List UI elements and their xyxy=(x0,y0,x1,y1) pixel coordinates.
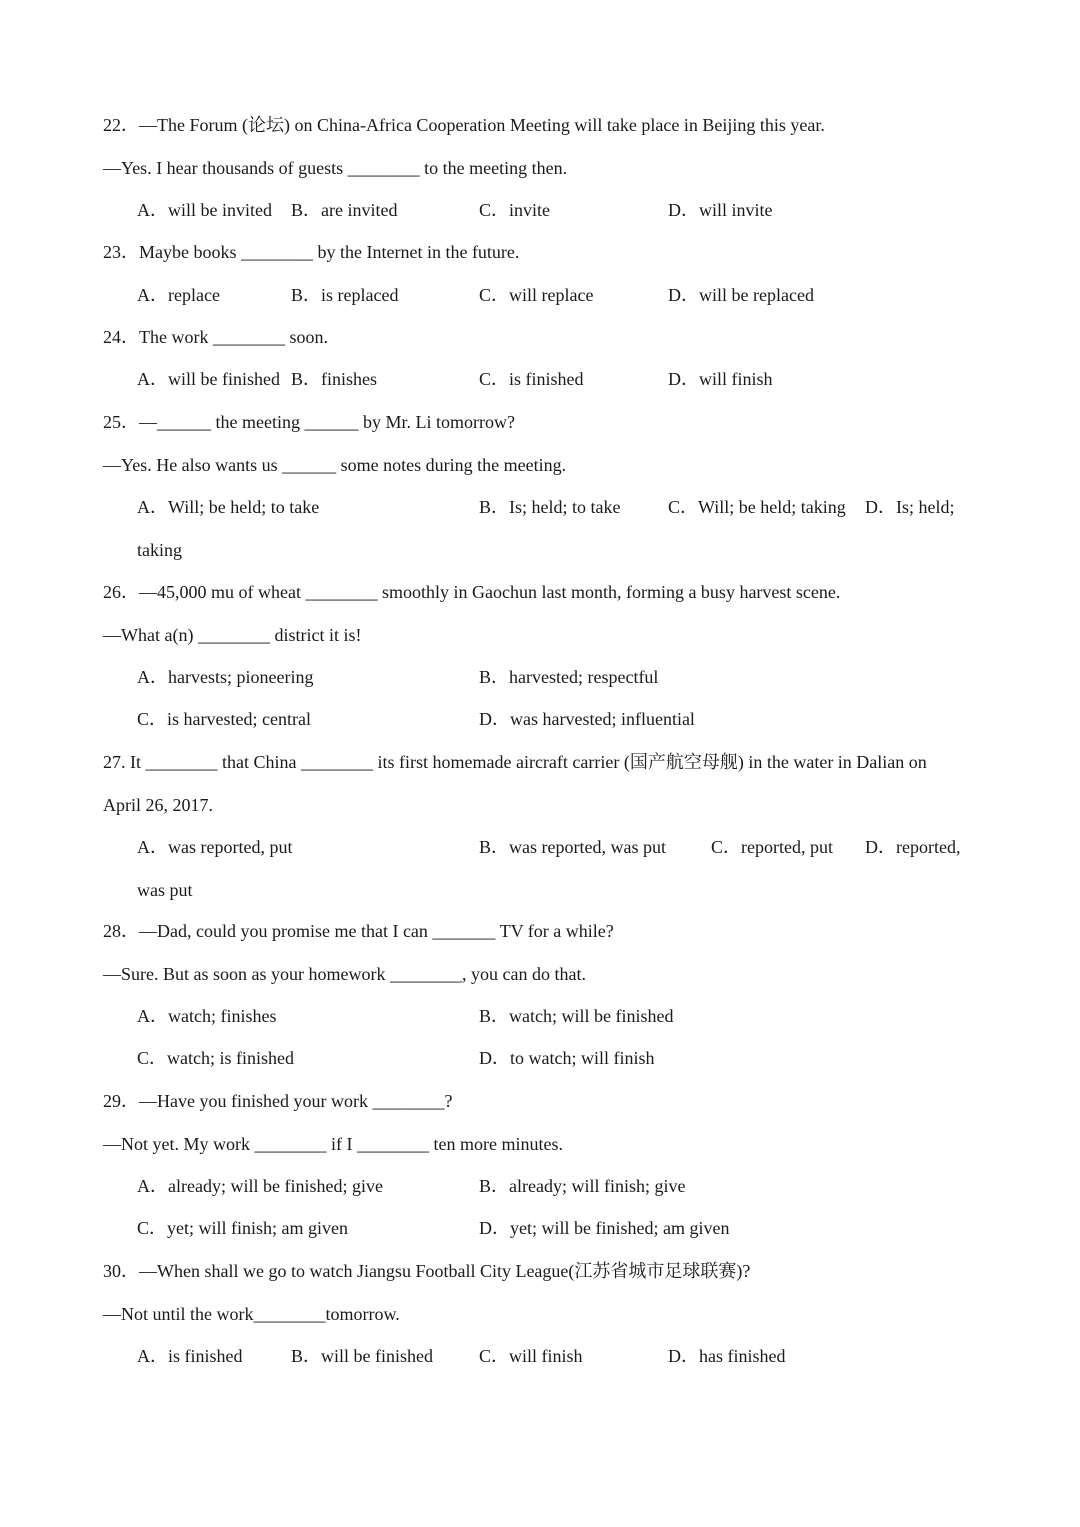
question-26 xyxy=(0,577,1080,607)
question-28-reply: —Sure. But as soon as your homework ________, you can do that. xyxy=(103,964,586,984)
option-d: D．reported, xyxy=(865,837,961,857)
question-30-reply: —Not until the work________tomorrow. xyxy=(103,1304,400,1324)
question-27-options-cont xyxy=(0,875,1080,905)
option-a: A．harvests; pioneering xyxy=(137,667,314,687)
question-25-options-cont xyxy=(0,535,1080,565)
option-b: B．will be finished xyxy=(291,1346,433,1366)
question-30 xyxy=(0,1256,1080,1286)
question-29-options-row2 xyxy=(0,1213,1080,1243)
question-25-reply: —Yes. He also wants us ______ some notes during the meeting. xyxy=(103,455,567,475)
option-a: A．Will; be held; to take xyxy=(137,497,320,517)
option-d-continued: taking xyxy=(137,540,182,560)
question-26-options-row2 xyxy=(0,704,1080,734)
option-d: D．has finished xyxy=(668,1346,786,1366)
option-d: D．Is; held; xyxy=(865,497,955,517)
option-b: B．harvested; respectful xyxy=(479,667,659,687)
option-c: C．watch; is finished xyxy=(137,1048,294,1068)
option-a: A．watch; finishes xyxy=(137,1006,277,1026)
question-26-reply-line xyxy=(0,620,1080,650)
question-22-reply-line xyxy=(0,153,1080,183)
question-27 xyxy=(0,747,1080,777)
option-d: D．will finish xyxy=(668,369,773,389)
question-28-options-row2 xyxy=(0,1043,1080,1073)
option-b: B．watch; will be finished xyxy=(479,1006,674,1026)
question-25 xyxy=(0,407,1080,437)
question-29 xyxy=(0,1086,1080,1116)
option-d: D．to watch; will finish xyxy=(479,1048,655,1068)
option-d: D．was harvested; influential xyxy=(479,709,695,729)
question-24-options xyxy=(0,364,1080,394)
question-22 xyxy=(0,110,1080,140)
question-27-options xyxy=(0,832,1080,862)
option-b: B．was reported, was put xyxy=(479,837,666,857)
question-25-options xyxy=(0,492,1080,522)
option-b: B．Is; held; to take xyxy=(479,497,621,517)
question-22-options xyxy=(0,195,1080,225)
question-24 xyxy=(0,322,1080,352)
question-28-stem: 28．—Dad, could you promise me that I can _______ TV for a while? xyxy=(103,921,614,941)
option-a: A．was reported, put xyxy=(137,837,293,857)
option-b: B．is replaced xyxy=(291,285,399,305)
question-28 xyxy=(0,916,1080,946)
question-26-stem: 26．—45,000 mu of wheat ________ smoothly in Gaochun last month, forming a busy harvest scene. xyxy=(103,582,841,602)
question-27-stem-cont-line xyxy=(0,790,1080,820)
option-d-continued: was put xyxy=(137,880,193,900)
option-a: A．is finished xyxy=(137,1346,243,1366)
option-c: C．will replace xyxy=(479,285,594,305)
option-b: B．already; will finish; give xyxy=(479,1176,686,1196)
question-23-stem: 23．Maybe books ________ by the Internet in the future. xyxy=(103,242,520,262)
question-24-stem: 24．The work ________ soon. xyxy=(103,327,328,347)
option-d: D．yet; will be finished; am given xyxy=(479,1218,730,1238)
question-23-options xyxy=(0,280,1080,310)
question-26-reply: —What a(n) ________ district it is! xyxy=(103,625,362,645)
option-a: A．will be invited xyxy=(137,200,272,220)
option-c: C．Will; be held; taking xyxy=(668,497,846,517)
option-c: C．is finished xyxy=(479,369,584,389)
question-26-options-row1 xyxy=(0,662,1080,692)
option-a: A．will be finished xyxy=(137,369,280,389)
question-25-stem: 25．—______ the meeting ______ by Mr. Li tomorrow? xyxy=(103,412,515,432)
question-28-reply-line xyxy=(0,959,1080,989)
question-29-stem: 29．—Have you finished your work ________? xyxy=(103,1091,453,1111)
option-c: C．will finish xyxy=(479,1346,583,1366)
option-c: C．reported, put xyxy=(711,837,833,857)
question-30-stem: 30．—When shall we go to watch Jiangsu Football City League(江苏省城市足球联赛)? xyxy=(103,1261,751,1281)
option-b: B．are invited xyxy=(291,200,398,220)
option-d: D．will be replaced xyxy=(668,285,814,305)
question-28-options-row1 xyxy=(0,1001,1080,1031)
option-c: C．is harvested; central xyxy=(137,709,311,729)
question-23 xyxy=(0,237,1080,267)
option-c: C．invite xyxy=(479,200,550,220)
option-a: A．already; will be finished; give xyxy=(137,1176,383,1196)
option-a: A．replace xyxy=(137,285,220,305)
question-22-stem: 22．—The Forum (论坛) on China-Africa Cooperation Meeting will take place in Beijing this year. xyxy=(103,115,825,135)
question-22-reply: —Yes. I hear thousands of guests ________ to the meeting then. xyxy=(103,158,568,178)
question-27-stem: 27. It ________ that China ________ its first homemade aircraft carrier (国产航空母舰) in the water in Dalian on xyxy=(103,752,927,772)
option-b: B．finishes xyxy=(291,369,378,389)
question-27-stem-continued: April 26, 2017. xyxy=(103,795,213,815)
question-29-reply: —Not yet. My work ________ if I ________ ten more minutes. xyxy=(103,1134,563,1154)
question-30-reply-line xyxy=(0,1299,1080,1329)
question-30-options xyxy=(0,1341,1080,1371)
question-29-reply-line xyxy=(0,1129,1080,1159)
question-29-options-row1 xyxy=(0,1171,1080,1201)
option-d: D．will invite xyxy=(668,200,773,220)
option-c: C．yet; will finish; am given xyxy=(137,1218,348,1238)
question-25-reply-line xyxy=(0,450,1080,480)
